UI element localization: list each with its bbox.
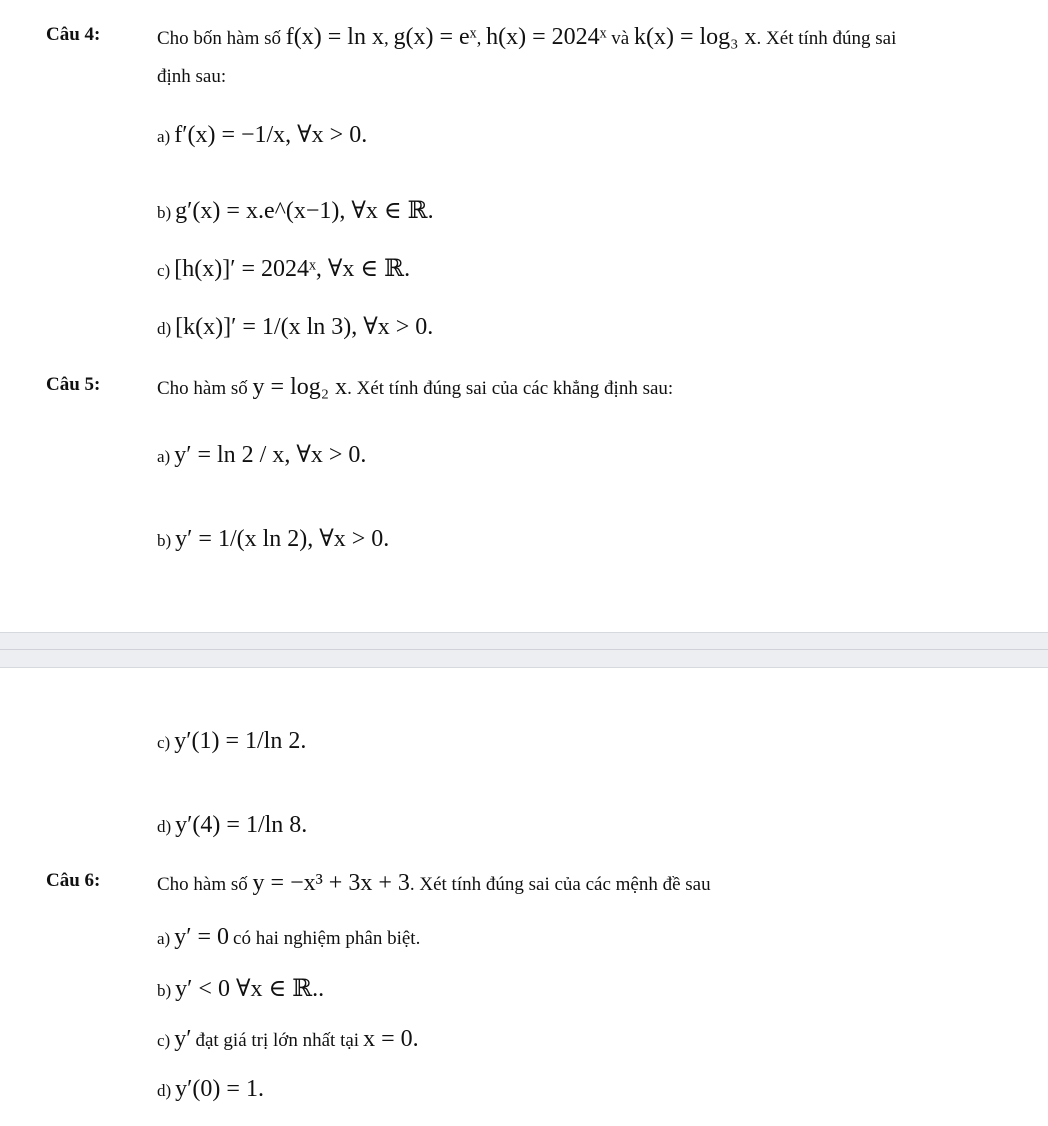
option-label: d)	[157, 1081, 172, 1100]
option-label: b)	[157, 203, 172, 222]
q6-tail: . Xét tính đúng sai của các mệnh đề sau	[409, 874, 711, 895]
option-expr: y′ = ln 2 / x, ∀x > 0.	[174, 442, 367, 468]
q4-statement: Cho bốn hàm số f(x) = ln x, g(x) = eˣ, h(x) = 2024ˣ và k(x) = log₃ x. Xét tính đúng sai	[157, 24, 897, 50]
option-expr: y′	[174, 1026, 192, 1052]
option-expr: y′ = 1/(x ln 2), ∀x > 0.	[175, 526, 390, 552]
q6-option-b	[157, 974, 324, 1003]
q5-intro: Cho hàm số	[157, 378, 248, 399]
q5-option-d	[157, 812, 307, 839]
q4-intro: Cho bốn hàm số	[157, 28, 282, 49]
option-label: c)	[157, 733, 171, 752]
separator-line	[0, 649, 1048, 650]
option-expr: y′(0) = 1.	[175, 1076, 264, 1102]
q6-option-d	[157, 1076, 264, 1103]
option-label: a)	[157, 127, 171, 146]
q6-option-c	[157, 1026, 419, 1053]
option-label: d)	[157, 319, 172, 338]
q4-option-c	[157, 254, 410, 283]
q5-option-c	[157, 728, 306, 755]
option-label: b)	[157, 531, 172, 550]
q4-func-k: k(x) = log₃ x	[633, 24, 757, 50]
q4-line2: định sau:	[157, 66, 227, 87]
q5-statement	[157, 374, 673, 401]
q6-intro: Cho hàm số	[157, 874, 248, 895]
q4-option-b	[157, 196, 434, 225]
option-expr: [h(x)]′ = 2024ˣ, ∀x ∈ ℝ.	[174, 256, 411, 282]
option-expr-2: x = 0.	[363, 1026, 419, 1052]
option-expr: y′ = 0	[174, 924, 230, 950]
q6-label: Câu 6:	[46, 870, 101, 891]
option-expr: y′ < 0 ∀x ∈ ℝ..	[175, 976, 325, 1002]
option-expr: y′(1) = 1/ln 2.	[174, 728, 307, 754]
option-expr: [k(x)]′ = 1/(x ln 3), ∀x > 0.	[175, 314, 434, 340]
q4-func-g: g(x) = eˣ	[393, 24, 477, 50]
q5-label: Câu 5:	[46, 374, 101, 395]
q5-func: y = log₂ x	[252, 374, 348, 400]
page-separator	[0, 632, 1048, 668]
option-label: d)	[157, 817, 172, 836]
option-label: c)	[157, 1031, 171, 1050]
q4-func-f: f(x) = ln x	[285, 24, 384, 50]
q4-func-h: h(x) = 2024ˣ	[486, 24, 607, 50]
q4-tail: . Xét tính đúng sai	[756, 28, 897, 49]
option-label: b)	[157, 981, 172, 1000]
q5-tail: . Xét tính đúng sai của các khẳng định sau:	[347, 378, 674, 399]
q6-option-a	[157, 924, 420, 951]
option-expr: f′(x) = −1/x, ∀x > 0.	[174, 122, 368, 148]
option-expr: y′(4) = 1/ln 8.	[175, 812, 308, 838]
option-text: có hai nghiệm phân biệt.	[233, 928, 421, 949]
q6-func: y = −x³ + 3x + 3	[252, 870, 410, 896]
q4-option-d	[157, 312, 433, 341]
q5-option-a	[157, 440, 366, 469]
q4-option-a	[157, 120, 367, 149]
q5-option-b	[157, 524, 389, 553]
option-label: a)	[157, 929, 171, 948]
q4-and: và	[611, 28, 630, 49]
q4-label: Câu 4:	[46, 24, 101, 45]
option-text: đạt giá trị lớn nhất tại	[195, 1030, 360, 1051]
option-label: c)	[157, 261, 171, 280]
option-expr: g′(x) = x.e^(x−1), ∀x ∈ ℝ.	[175, 198, 434, 224]
option-label: a)	[157, 447, 171, 466]
q6-statement	[157, 870, 711, 897]
